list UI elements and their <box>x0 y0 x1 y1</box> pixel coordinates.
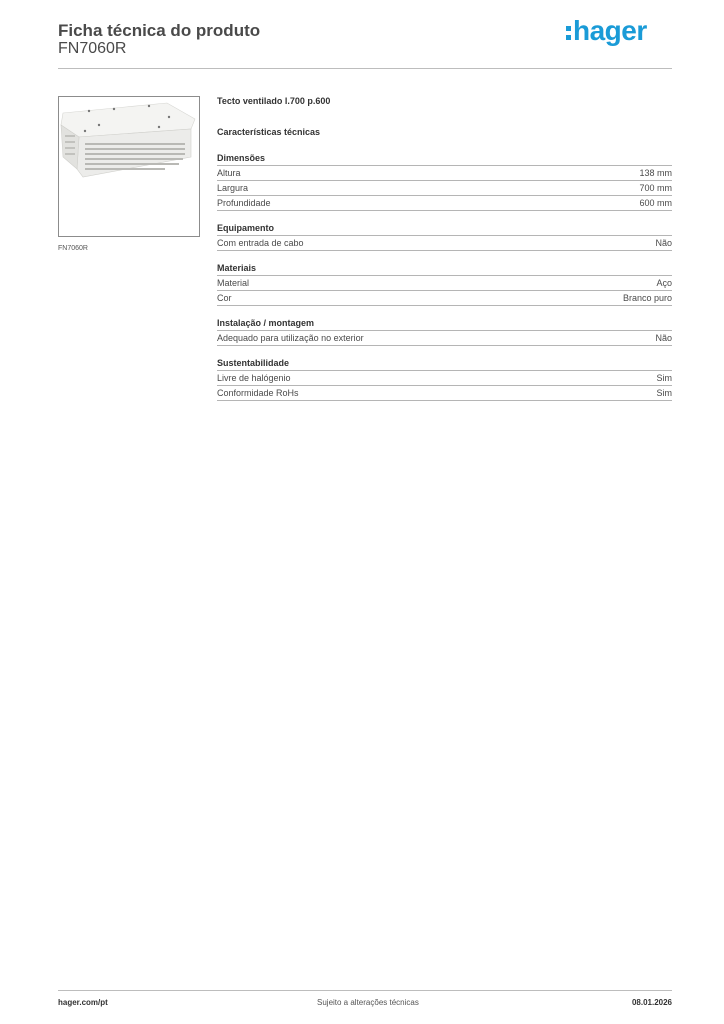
logo-text: hager <box>573 15 647 46</box>
spec-value: 600 mm <box>639 198 672 208</box>
product-code: FN7060R <box>58 40 127 57</box>
group-installation <box>217 318 672 346</box>
group-sustainability <box>217 358 672 401</box>
spec-row <box>217 371 672 386</box>
spec-label: Conformidade RoHs <box>217 388 299 398</box>
product-details <box>217 96 672 401</box>
spec-value: 700 mm <box>639 183 672 193</box>
spec-label: Cor <box>217 293 232 303</box>
group-dimensions <box>217 153 672 211</box>
group-title: Materiais <box>217 263 672 276</box>
spec-label: Com entrada de cabo <box>217 238 304 248</box>
spec-row <box>217 291 672 306</box>
group-equipment <box>217 223 672 251</box>
spec-value: Aço <box>656 278 672 288</box>
spec-row <box>217 276 672 291</box>
spec-value: 138 mm <box>639 168 672 178</box>
product-image <box>58 96 200 237</box>
spec-label: Material <box>217 278 250 288</box>
spec-label: Altura <box>217 168 241 178</box>
spec-label: Largura <box>217 183 249 193</box>
footer-note: Sujeito a alterações técnicas <box>317 998 419 1007</box>
group-title: Dimensões <box>217 153 672 166</box>
group-title: Instalação / montagem <box>217 318 672 331</box>
product-name: Tecto ventilado l.700 p.600 <box>217 96 331 106</box>
spec-value: Não <box>655 238 672 248</box>
header-divider <box>58 68 672 69</box>
spec-row <box>217 236 672 251</box>
spec-value: Branco puro <box>622 293 672 303</box>
spec-label: Adequado para utilização no exterior <box>217 333 364 343</box>
spec-row <box>217 331 672 346</box>
spec-row <box>217 196 672 211</box>
group-title: Sustentabilidade <box>217 358 672 371</box>
group-materials <box>217 263 672 306</box>
spec-row <box>217 181 672 196</box>
page-title: Ficha técnica do produto <box>58 21 261 40</box>
footer-website: hager.com/pt <box>58 998 108 1007</box>
spec-value: Não <box>655 333 672 343</box>
logo-dots-icon <box>566 26 571 40</box>
hager-logo <box>566 14 647 48</box>
spec-value: Sim <box>656 388 672 398</box>
spec-label: Livre de halógenio <box>217 373 291 383</box>
section-heading: Características técnicas <box>217 127 321 137</box>
spec-label: Profundidade <box>217 198 271 208</box>
footer-date: 08.01.2026 <box>631 998 672 1007</box>
ventilated-roof-icon <box>59 97 199 236</box>
group-title: Equipamento <box>217 223 672 236</box>
spec-row <box>217 166 672 181</box>
image-caption: FN7060R <box>58 245 88 252</box>
footer-divider <box>58 990 672 991</box>
spec-row <box>217 386 672 401</box>
spec-value: Sim <box>656 373 672 383</box>
